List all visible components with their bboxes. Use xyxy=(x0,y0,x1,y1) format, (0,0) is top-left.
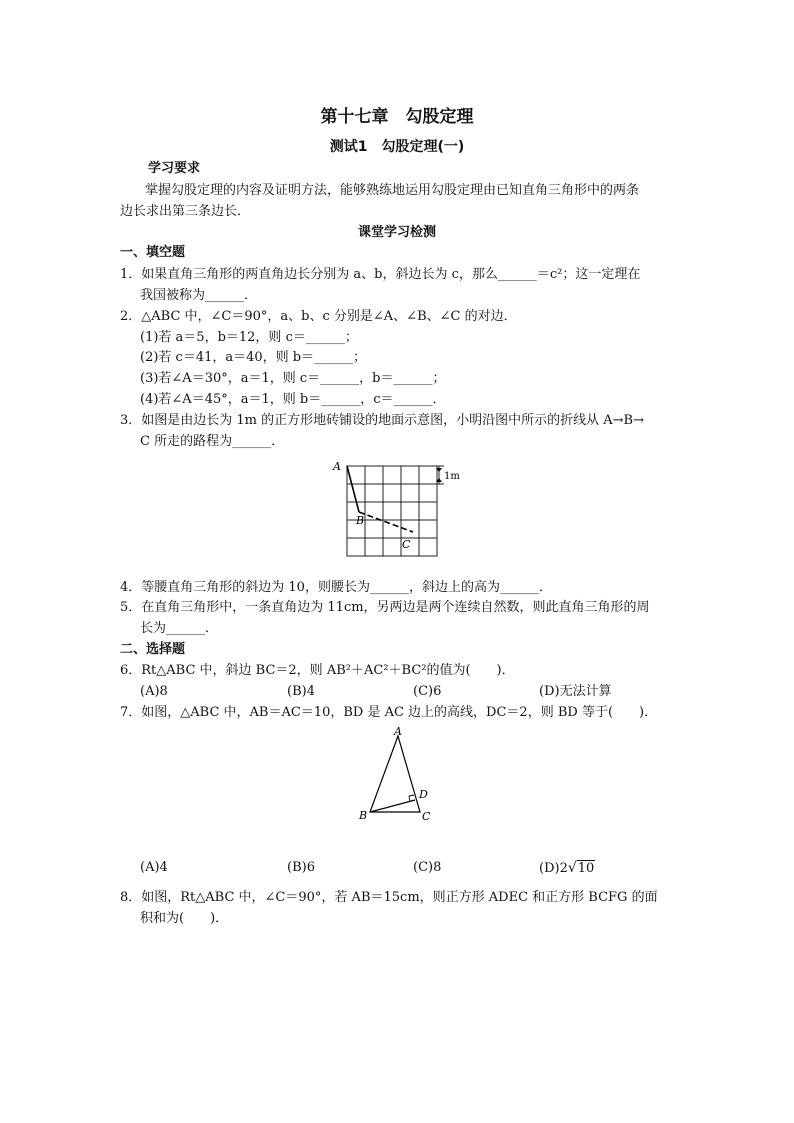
requirements-heading: 学习要求 xyxy=(148,161,201,176)
q6-option-d: (D)无法计算 xyxy=(539,684,612,699)
q2-stem: 2．△ABC 中，∠C＝90°，a、b、c 分别是∠A、∠B、∠C 的对边． xyxy=(120,309,517,324)
q7-option-d xyxy=(539,859,595,878)
fig2-label-c: C xyxy=(422,810,431,823)
sqrt-sign: √ xyxy=(567,860,577,876)
q2-sub-2: (2)若 c＝41，a＝40，则 b＝______； xyxy=(140,350,367,365)
q7-option-b: (B)6 xyxy=(287,860,315,875)
q7-option-d-radicand: 10 xyxy=(577,861,595,876)
q1-line-1: 1．如果直角三角形的两直角边长分别为 a、b，斜边长为 c，那么______＝c²；这一定理在 xyxy=(120,267,641,282)
q6-option-a: (A)8 xyxy=(140,684,168,699)
q4-line: 4．等腰直角三角形的斜边为 10，则腰长为______，斜边上的高为______． xyxy=(120,580,552,595)
q6-option-b: (B)4 xyxy=(287,684,315,699)
path-b-c xyxy=(359,512,413,532)
q1-line-2: 我国被称为______． xyxy=(140,288,258,303)
section-title: 课堂学习检测 xyxy=(357,225,436,240)
fig2-label-d: D xyxy=(419,788,428,801)
test-title: 测试1 勾股定理(一) xyxy=(329,139,465,155)
q8-line-1: 8．如图，Rt△ABC 中，∠C＝90°，若 AB＝15cm，则正方形 ADEC 和正方形 BCFG 的面 xyxy=(120,890,658,905)
fig1-label-c: C xyxy=(402,538,411,551)
q2-sub-4: (4)若∠A＝45°，a＝1，则 b＝______，c＝______． xyxy=(140,392,446,407)
q6-option-c: (C)6 xyxy=(413,684,442,699)
fig2-label-a: A xyxy=(394,726,402,738)
part2-heading: 二、选择题 xyxy=(120,642,186,657)
requirements-line-2: 边长求出第三条边长． xyxy=(120,204,251,219)
fig1-label-b: B xyxy=(356,514,365,527)
fig1-label-a: A xyxy=(333,460,341,473)
q2-sub-1: (1)若 a＝5，b＝12，则 c＝______； xyxy=(140,330,358,345)
triangle-figure xyxy=(352,726,442,826)
q7-stem: 7．如图，△ABC 中，AB＝AC＝10，BD 是 AC 边上的高线，DC＝2，则 BD 等于( )． xyxy=(120,705,658,720)
q7-option-c: (C)8 xyxy=(413,860,442,875)
q8-line-2: 积和为( )． xyxy=(140,911,229,926)
q6-stem: 6．Rt△ABC 中，斜边 BC＝2，则 AB²＋AC²＋BC²的值为( )． xyxy=(120,663,515,678)
path-a-b xyxy=(347,466,359,512)
part1-heading: 一、填空题 xyxy=(120,245,186,260)
q5-line-2: 长为______． xyxy=(140,621,219,636)
q2-sub-3: (3)若∠A＝30°，a＝1，则 c＝______，b＝______； xyxy=(140,371,446,386)
requirements-line-1: 掌握勾股定理的内容及证明方法，能够熟练地运用勾股定理由已知直角三角形中的两条 xyxy=(145,183,640,198)
fig1-label-unit: 1m xyxy=(444,471,460,482)
q5-line-1: 5．在直角三角形中，一条直角边为 11cm，另两边是两个连续自然数，则此直角三角形的周 xyxy=(120,600,650,615)
q7-option-d-prefix: (D)2 xyxy=(539,861,568,876)
grid-figure xyxy=(330,458,470,566)
fig2-label-b: B xyxy=(359,809,368,822)
q3-line-2: C 所走的路程为______． xyxy=(140,434,285,449)
q7-option-a: (A)4 xyxy=(140,860,168,875)
q3-line-1: 3．如图是由边长为 1m 的正方形地砖铺设的地面示意图，小明沿图中所示的折线从 A→B→ xyxy=(120,413,644,428)
chapter-title: 第十七章 勾股定理 xyxy=(320,107,474,127)
